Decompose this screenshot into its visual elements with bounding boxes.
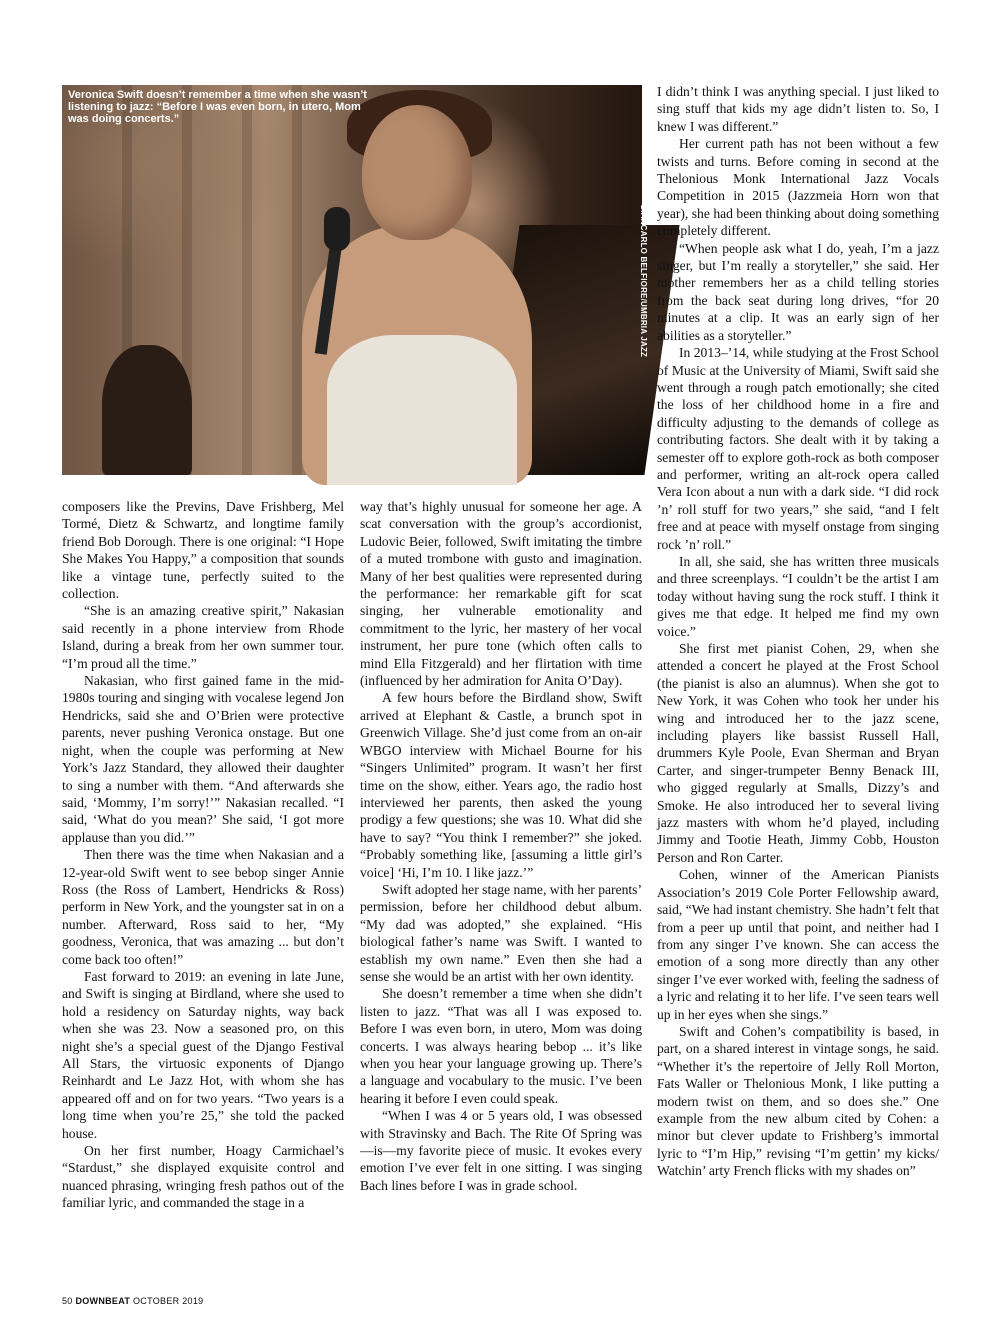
paragraph: Swift and Cohen’s compatibility is based, in part, on a shared interest in vintage songs, he said. “Whether it’s the repertoire of Jelly Roll Morton, Fats Waller or Thelonious Monk, I like putting a modern twist on them, and so does she.” One example from the new album cited by Cohen: a minor but clever update to Frishberg’s immortal lyric to “I’m Hip,” revising “I’m gettin’ my kicks/ Watchin’ arty French flicks with my shades on” xyxy=(657,1023,939,1179)
photo-caption: Veronica Swift doesn’t remember a time when she wasn’t listening to jazz: “Before I was even born, in utero, Mom was doing concerts.” xyxy=(68,89,367,125)
paragraph: Nakasian, who first gained fame in the mid-1980s touring and singing with vocalese legend Jon Hendricks, said she and O’Brien were protective parents, never pushing Veronica onstage. But one night, when the couple was performing at New York’s Jazz Standard, they allowed their daughter to sing a number with them. “And afterwards she said, ‘Mommy, I’m sorry!’” Nakasian recalled. “I said, ‘What do you mean?’ She said, ‘I got more applause than you did.’” xyxy=(62,673,344,845)
photo-credit-text: GIANCARLO BELFIORE/UMBRIA JAZZ xyxy=(639,203,649,357)
singer-dress-shape xyxy=(327,335,517,485)
paragraph: composers like the Previns, Dave Frishberg, Mel Tormé, Dietz & Schwartz, and longtime family friend Bob Dorough. There is one original: “I Hope She Makes You Happy,” a composition that sounds like a vintage tune, perfectly suited to the collection. xyxy=(62,499,344,602)
paragraph: In all, she said, she has written three musicals and three screenplays. “I couldn’t be the artist I am today without having sung the rock stuff. I think it gives me that edge. It helped me find my own voice.” xyxy=(657,553,939,639)
paragraph: On her first number, Hoagy Carmichael’s “Stardust,” she displayed exquisite control and nuanced phrasing, wringing fresh pathos out of the familiar lyric, and commanded the stage in a xyxy=(62,1143,344,1211)
paragraph: Swift adopted her stage name, with her parents’ permission, before her childhood debut album. “My dad was adopted,” she explained. “His biological father’s name was Swift. I wanted to establish my own name.” Even then she had a sense she would be an artist with her own identity. xyxy=(360,881,642,984)
article-column-right xyxy=(657,83,939,1180)
paragraph: “When people ask what I do, yeah, I’m a jazz singer, but I’m really a storyteller,” she said. Her mother remembers her as a child telling stories from the back seat during long drives, “for 20 minutes at a clip. It was an early sign of her abilities as a storyteller.” xyxy=(657,240,939,343)
article-column-middle xyxy=(360,498,642,1194)
paragraph: Fast forward to 2019: an evening in late June, and Swift is singing at Birdland, where she used to hold a residency on Saturday nights, way back when she was 23. Now a seasoned pro, on this night she’s a special guest of the Django Festival All Stars, the virtuosic exponents of Django Reinhardt and Le Jazz Hot, with whom she has appeared off and on for two years. “Two years is a long time when you’re 25,” she told the packed house. xyxy=(62,968,344,1141)
issue-date: OCTOBER 2019 xyxy=(132,1296,204,1306)
paragraph: Cohen, winner of the American Pianists Association’s 2019 Cole Porter Fellowship award, said, “We had instant chemistry. She hadn’t felt that from a peer up until that point, and neither had I from any singer I’ve known. She can access the emotion of a song more directly than any other singer I’ve ever worked with, feeling the sadness of a lyric and relating it to her life. I’ve seen tears well up in her eyes when she sings.” xyxy=(657,867,939,1022)
article-photo xyxy=(62,85,649,475)
paragraph: In 2013–’14, while studying at the Frost School of Music at the University of Miami, Swift said she went through a rough patch emotionally; she cited the loss of her childhood home in a fire and difficulty adjusting to the demands of college as contributing factors. She dealt with it by taking a semester off to explore goth-rock as both composer and performer, writing an alt-rock opera called Vera Icon about a nun with a dark side. “I did rock ’n’ roll stuff for two years,” she said, “and I felt free and at peace with myself onstage from singing rock ’n’ roll.” xyxy=(657,345,939,552)
article-column-left xyxy=(62,498,344,1212)
curtain-fold xyxy=(292,85,302,475)
pianist-shape xyxy=(102,345,192,475)
paragraph: way that’s highly unusual for someone her age. A scat conversation with the group’s accordionist, Ludovic Beier, followed, Swift imitating the timbre of a muted trombone with gusto and imagination. Many of her best qualities were represented during the performance: her remarkable gift for scat singing, her vulnerable emotionality and commitment to the lyric, her mastery of her vocal instrument, her pure tone (which often calls to mind Ella Fitzgerald) and her flirtation with time (influenced by her admiration for Anita O’Day). xyxy=(360,499,642,689)
paragraph: She first met pianist Cohen, 29, when she attended a concert he played at the Frost School (the pianist is also an alumnus). When she got to New York, it was Cohen who took her under his wing and introduced her to the jazz scene, including players like bassist Russell Hall, drummers Kyle Poole, Evan Sherman and Bryan Carter, and singer-trumpeter Benny Benack III, who gigged regularly at Smalls, Dizzy’s and Smoke. He also introduced her to several living jazz masters with whom he’d played, including Jimmy and Tootie Heath, Jimmy Cobb, Houston Person and Ron Carter. xyxy=(657,641,939,865)
paragraph: A few hours before the Birdland show, Swift arrived at Elephant & Castle, a brunch spot in Greenwich Village. She’d just come from an on-air WBGO interview with Michael Bourne for his “Singers Unlimited” program. It wasn’t her first time on the show, either. Years ago, the radio host interviewed her parents, then asked the young prodigy a few questions; she was 10. What did she have to say? “You think I remember?” she joked. “Probably something like, [assuming a little girl’s voice] ‘Hi, I’m 10. I like jazz.’” xyxy=(360,690,642,880)
magazine-brand: DOWNBEAT xyxy=(75,1296,131,1306)
page-number: 50 xyxy=(62,1296,73,1306)
paragraph: She doesn’t remember a time when she didn’t listen to jazz. “That was all I was exposed to. Before I was even born, in utero, Mom was doing concerts. I was always hearing bebop ... it’s like when you hear your language growing up. There’s a language and vocabulary to the music. I’ve been hearing it before I even could speak. xyxy=(360,986,642,1106)
page-footer xyxy=(62,1296,203,1306)
paragraph: Her current path has not been without a few twists and turns. Before coming in second at the Thelonious Monk International Jazz Vocals Competition in 2015 (Jazzmeia Horn won that year), she had been thinking about doing something completely different. xyxy=(657,136,939,239)
photo-credit xyxy=(633,85,655,475)
microphone-icon xyxy=(324,207,350,251)
singer-head-shape xyxy=(362,105,472,240)
paragraph: I didn’t think I was anything special. I just liked to sing stuff that kids my age didn’t listen to. So, I knew I was different.” xyxy=(657,84,939,134)
paragraph: “When I was 4 or 5 years old, I was obsessed with Stravinsky and Bach. The Rite Of Spring was—is—my favorite piece of music. It evokes every emotion I’ve ever felt in one sitting. I was singing Bach lines before I was in grade school. xyxy=(360,1108,642,1193)
paragraph: “She is an amazing creative spirit,” Nakasian said recently in a phone interview from Rhode Island, during a break from her own summer tour. “I’m proud all the time.” xyxy=(62,603,344,671)
paragraph: Then there was the time when Nakasian and a 12-year-old Swift went to see bebop singer Annie Ross (the Ross of Lambert, Hendricks & Ross) perform in New York, and the youngster sat in on a number. Afterward, Ross said to her, “My goodness, Veronica, that was amazing ... but don’t come back too often!” xyxy=(62,847,344,967)
curtain-fold xyxy=(242,85,252,475)
